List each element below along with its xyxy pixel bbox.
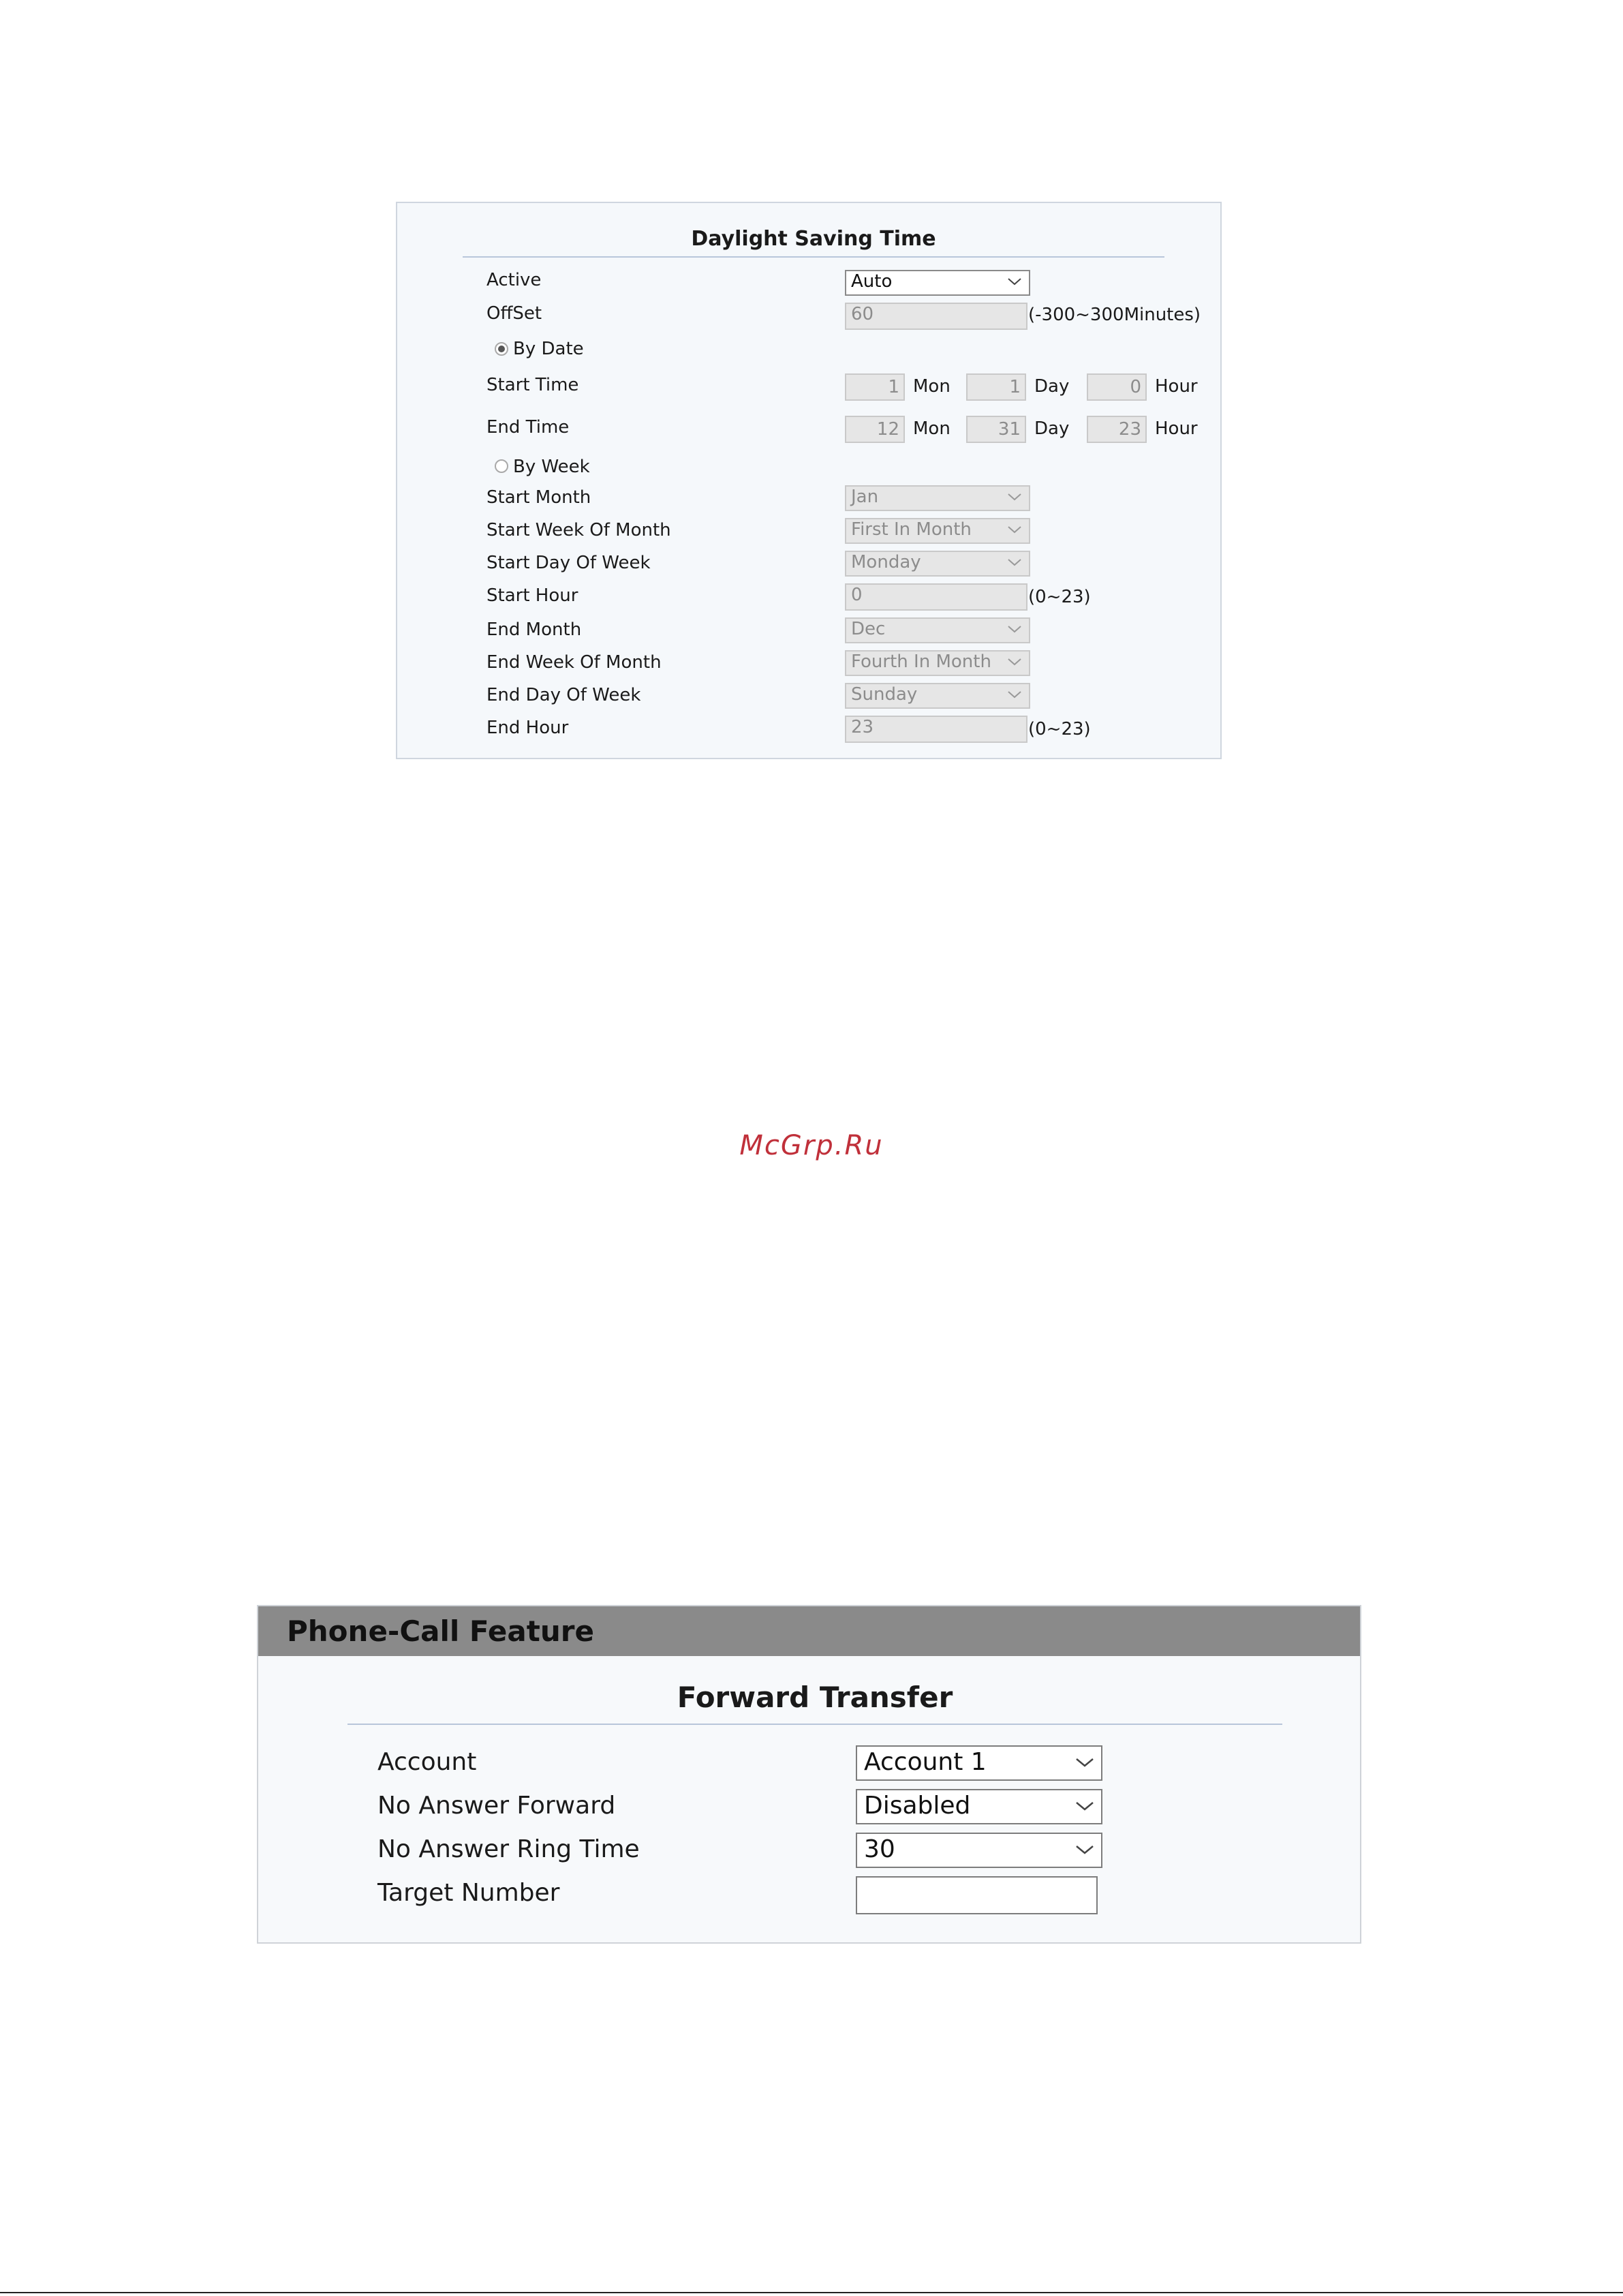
- account-select-value: Account 1: [864, 1748, 987, 1776]
- start-day-of-week-value: Monday: [851, 552, 921, 572]
- end-time-mon-input[interactable]: 12: [845, 416, 905, 443]
- end-time-hour-input[interactable]: 23: [1087, 416, 1147, 443]
- start-time-mon-input[interactable]: 1: [845, 373, 905, 401]
- end-day-of-week-select[interactable]: [845, 683, 1030, 709]
- end-hour-input[interactable]: 23: [845, 716, 1027, 743]
- end-day-of-week-value: Sunday: [851, 684, 918, 705]
- end-month-label: End Month: [486, 619, 582, 640]
- offset-hint: (-300~300Minutes): [1028, 305, 1201, 325]
- daylight-saving-time-panel: [396, 202, 1222, 759]
- section-title: Forward Transfer: [347, 1679, 1282, 1725]
- end-time-mon-unit: Mon: [913, 418, 950, 439]
- chevron-down-icon: [1075, 1757, 1094, 1768]
- end-week-of-month-label: End Week Of Month: [486, 652, 662, 673]
- phone-call-feature-panel: [257, 1605, 1361, 1944]
- start-week-of-month-label: Start Week Of Month: [486, 520, 671, 540]
- panel-header: Phone-Call Feature: [258, 1606, 1360, 1656]
- watermark-text: McGrp.Ru: [739, 1130, 884, 1161]
- panel-title: Daylight Saving Time: [463, 222, 1164, 258]
- end-day-of-week-label: End Day Of Week: [486, 685, 641, 705]
- start-month-label: Start Month: [486, 487, 591, 508]
- active-select-value: Auto: [851, 271, 893, 292]
- chevron-down-icon: [1007, 690, 1022, 699]
- chevron-down-icon: [1007, 525, 1022, 534]
- active-select[interactable]: [845, 270, 1030, 296]
- chevron-down-icon: [1075, 1801, 1094, 1811]
- start-hour-label: Start Hour: [486, 585, 578, 606]
- end-time-day-unit: Day: [1034, 418, 1070, 439]
- by-week-label: By Week: [513, 457, 590, 477]
- start-hour-input[interactable]: 0: [845, 583, 1027, 611]
- end-hour-hint: (0~23): [1028, 719, 1091, 739]
- page-bottom-rule: [0, 2292, 1623, 2293]
- end-time-day-input[interactable]: 31: [966, 416, 1026, 443]
- no-answer-forward-select[interactable]: [856, 1789, 1102, 1824]
- by-week-radio[interactable]: [495, 459, 508, 473]
- target-number-label: Target Number: [377, 1879, 560, 1907]
- start-day-of-week-label: Start Day Of Week: [486, 553, 651, 573]
- chevron-down-icon: [1007, 657, 1022, 667]
- no-answer-ring-time-label: No Answer Ring Time: [377, 1835, 640, 1863]
- account-select[interactable]: [856, 1745, 1102, 1781]
- no-answer-forward-value: Disabled: [864, 1792, 971, 1820]
- active-label: Active: [486, 270, 542, 290]
- start-time-day-input[interactable]: 1: [966, 373, 1026, 401]
- chevron-down-icon: [1007, 492, 1022, 502]
- start-month-value: Jan: [851, 487, 879, 507]
- by-date-radio[interactable]: [495, 342, 508, 356]
- start-time-hour-unit: Hour: [1155, 376, 1198, 397]
- chevron-down-icon: [1007, 557, 1022, 567]
- no-answer-ring-time-value: 30: [864, 1835, 895, 1863]
- no-answer-ring-time-select[interactable]: [856, 1833, 1102, 1868]
- account-label: Account: [377, 1748, 477, 1776]
- offset-label: OffSet: [486, 303, 542, 324]
- start-time-day-unit: Day: [1034, 376, 1070, 397]
- start-time-hour-input[interactable]: 0: [1087, 373, 1147, 401]
- end-hour-label: End Hour: [486, 718, 569, 738]
- end-week-of-month-value: Fourth In Month: [851, 652, 991, 672]
- start-day-of-week-select[interactable]: [845, 551, 1030, 577]
- no-answer-forward-label: No Answer Forward: [377, 1792, 616, 1820]
- start-hour-hint: (0~23): [1028, 587, 1091, 607]
- target-number-input[interactable]: [856, 1876, 1098, 1914]
- end-time-label: End Time: [486, 417, 570, 438]
- chevron-down-icon: [1007, 277, 1022, 286]
- start-week-of-month-value: First In Month: [851, 519, 972, 540]
- by-date-label: By Date: [513, 339, 584, 359]
- end-week-of-month-select[interactable]: [845, 650, 1030, 676]
- chevron-down-icon: [1007, 624, 1022, 634]
- offset-input[interactable]: 60: [845, 303, 1027, 330]
- start-week-of-month-select[interactable]: [845, 518, 1030, 544]
- chevron-down-icon: [1075, 1844, 1094, 1855]
- start-month-select[interactable]: [845, 485, 1030, 511]
- end-month-value: Dec: [851, 619, 886, 639]
- end-month-select[interactable]: [845, 617, 1030, 643]
- start-time-mon-unit: Mon: [913, 376, 950, 397]
- start-time-label: Start Time: [486, 375, 579, 395]
- end-time-hour-unit: Hour: [1155, 418, 1198, 439]
